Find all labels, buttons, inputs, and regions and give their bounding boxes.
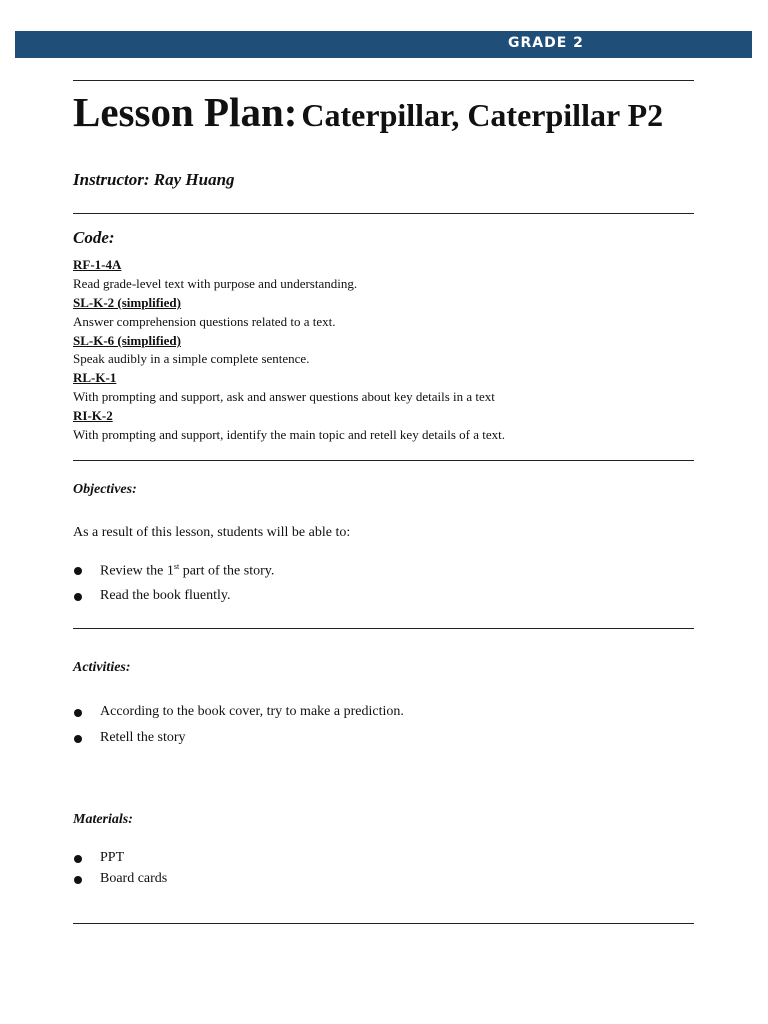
title-sub: Caterpillar, Caterpillar P2	[301, 97, 664, 133]
code-id: SL-K-6 (simplified)	[73, 333, 181, 348]
objective-text: Read the book fluently.	[100, 588, 231, 603]
code-desc: Read grade-level text with purpose and understanding.	[73, 276, 358, 291]
code-id: RL-K-1	[73, 370, 117, 385]
activity-text: Retell the story	[100, 730, 186, 745]
code-id: RI-K-2	[73, 408, 113, 423]
code-desc: Answer comprehension questions related to a text.	[73, 314, 336, 329]
instructor-line: Instructor: Ray Huang	[73, 170, 235, 189]
divider-instructor	[73, 213, 694, 214]
divider-bottom	[73, 923, 694, 924]
bullet-icon	[74, 567, 82, 575]
code-id: RF-1-4A	[73, 257, 122, 272]
code-desc: With prompting and support, identify the main topic and retell key details of a text.	[73, 427, 505, 442]
divider-top	[73, 80, 694, 81]
bullet-icon	[74, 735, 82, 743]
code-heading: Code:	[73, 228, 115, 247]
code-desc: With prompting and support, ask and answer questions about key details in a text	[73, 389, 495, 404]
grade-banner	[15, 31, 752, 58]
grade-label: GRADE 2	[508, 35, 584, 51]
material-text: Board cards	[100, 871, 168, 886]
objectives-heading: Objectives:	[73, 482, 137, 497]
divider-objectives	[73, 628, 694, 629]
objectives-intro: As a result of this lesson, students will be able to:	[73, 525, 351, 540]
activities-heading: Activities:	[73, 660, 131, 675]
title-main: Lesson Plan:	[73, 89, 298, 135]
bullet-icon	[74, 855, 82, 863]
objective-text: Review the 1st part of the story.	[100, 562, 275, 579]
bullet-icon	[74, 709, 82, 717]
materials-heading: Materials:	[73, 812, 133, 827]
page-title	[73, 88, 663, 136]
bullet-icon	[74, 593, 82, 601]
code-id: SL-K-2 (simplified)	[73, 295, 181, 310]
divider-code	[73, 460, 694, 461]
activity-text: According to the book cover, try to make a prediction.	[100, 704, 404, 719]
code-desc: Speak audibly in a simple complete sentence.	[73, 351, 310, 366]
bullet-icon	[74, 876, 82, 884]
material-text: PPT	[100, 850, 125, 865]
